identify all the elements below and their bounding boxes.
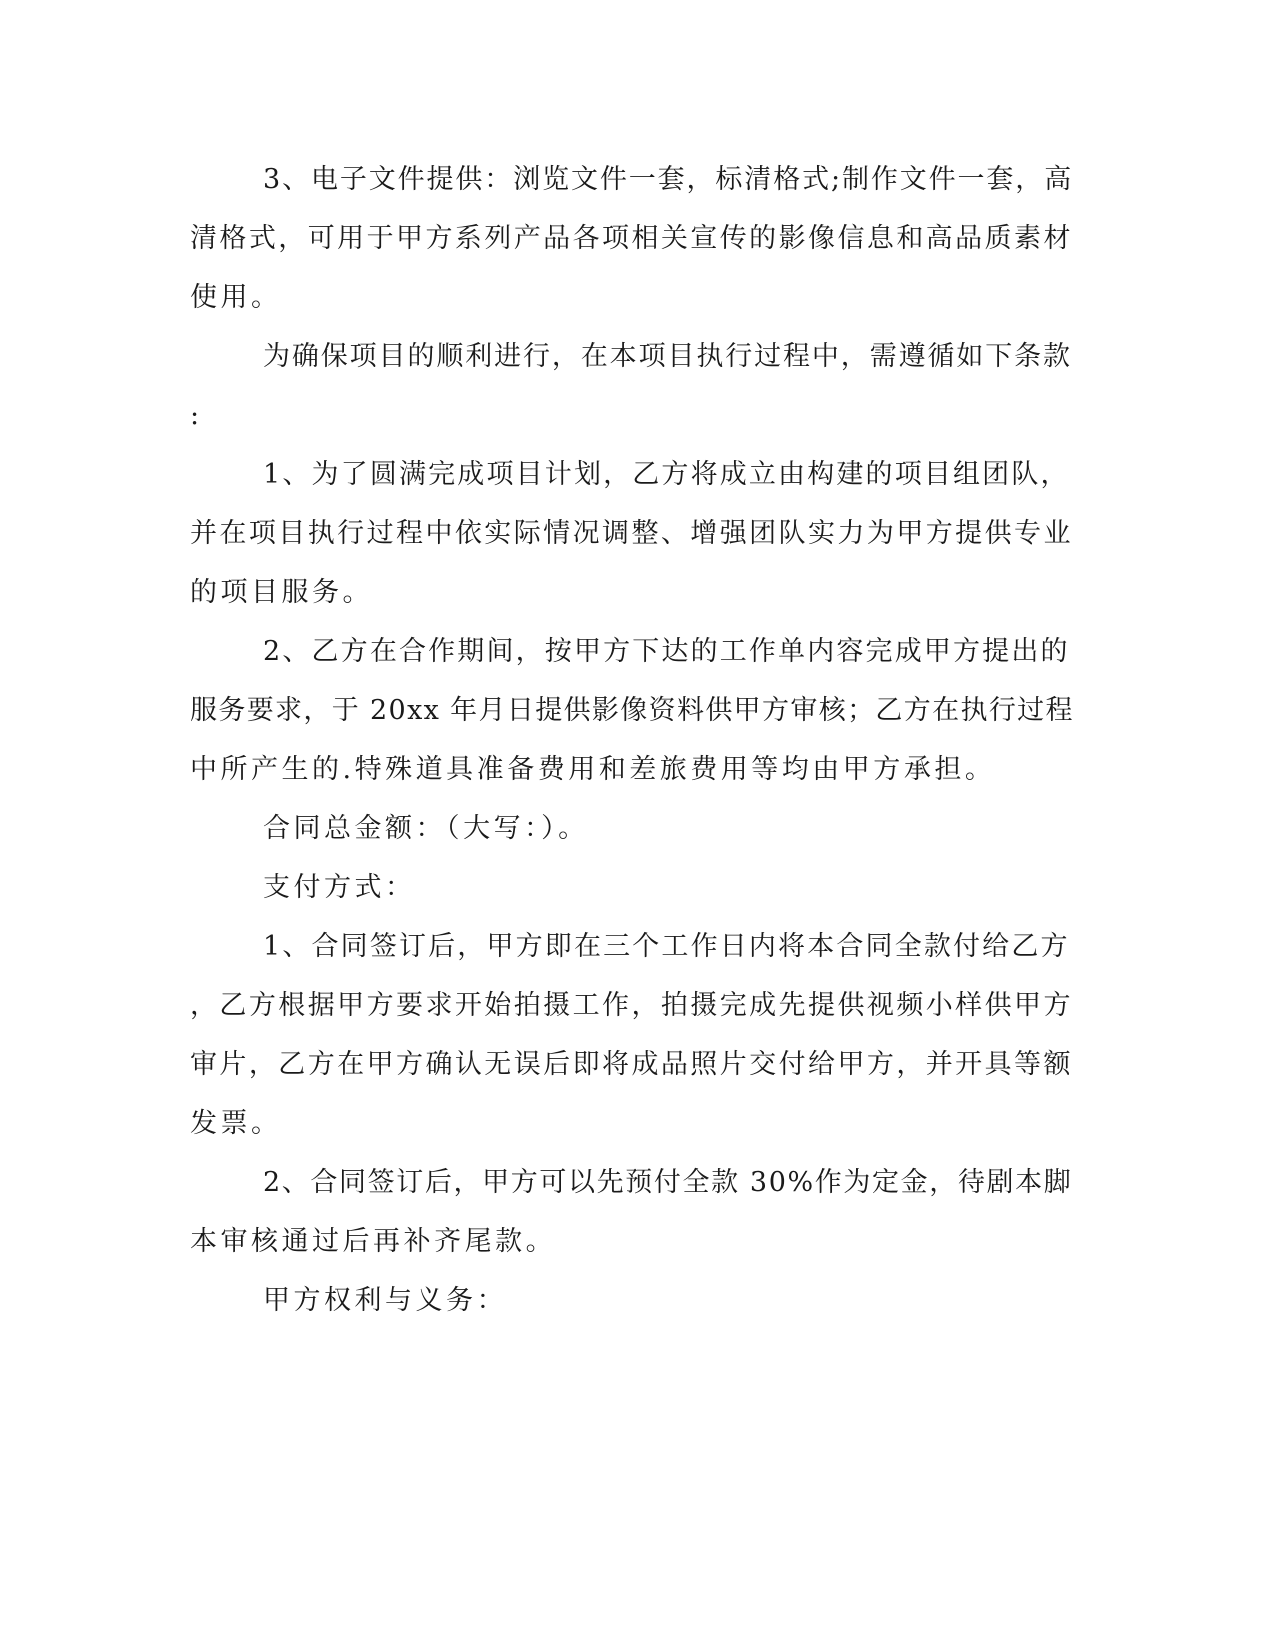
paragraph-line: 使用。: [190, 282, 282, 313]
paragraph-line: 2、合同签订后，甲方可以先预付全款 30%作为定金，待剧本脚: [263, 1167, 1073, 1198]
paragraph-line: 合同总金额：（大写：）。: [263, 813, 589, 844]
paragraph-line: 1、合同签订后，甲方即在三个工作日内将本合同全款付给乙方: [263, 931, 1070, 962]
paragraph-line: 3、电子文件提供：浏览文件一套，标清格式;制作文件一套，高: [263, 164, 1074, 195]
paragraph-line: 本审核通过后再补齐尾款。: [190, 1226, 557, 1257]
paragraph-line: 并在项目执行过程中依实际情况调整、增强团队实力为甲方提供专业: [190, 518, 1073, 549]
paragraph-line: 1、为了圆满完成项目计划，乙方将成立由构建的项目组团队，: [263, 459, 1070, 490]
paragraph-line: 支付方式：: [263, 872, 416, 903]
paragraph-line: ，乙方根据甲方要求开始拍摄工作，拍摄完成先提供视频小样供甲方: [190, 990, 1073, 1021]
paragraph-line: 为确保项目的顺利进行，在本项目执行过程中，需遵循如下条款: [263, 341, 1072, 372]
paragraph-line: 审片，乙方在甲方确认无误后即将成品照片交付给甲方，并开具等额: [190, 1049, 1073, 1080]
paragraph-line: 发票。: [190, 1108, 282, 1139]
paragraph-line: 服务要求，于 20xx 年月日提供影像资料供甲方审核；乙方在执行过程: [190, 695, 1074, 726]
paragraph-line: 2、乙方在合作期间，按甲方下达的工作单内容完成甲方提出的: [263, 636, 1070, 667]
paragraph-line: 甲方权利与义务：: [263, 1285, 508, 1316]
paragraph-line: 中所产生的.特殊道具准备费用和差旅费用等均由甲方承担。: [190, 754, 996, 785]
paragraph-line: 的项目服务。: [190, 577, 374, 608]
paragraph-line: :: [190, 400, 203, 431]
paragraph-line: 清格式，可用于甲方系列产品各项相关宣传的影像信息和高品质素材: [190, 223, 1073, 254]
